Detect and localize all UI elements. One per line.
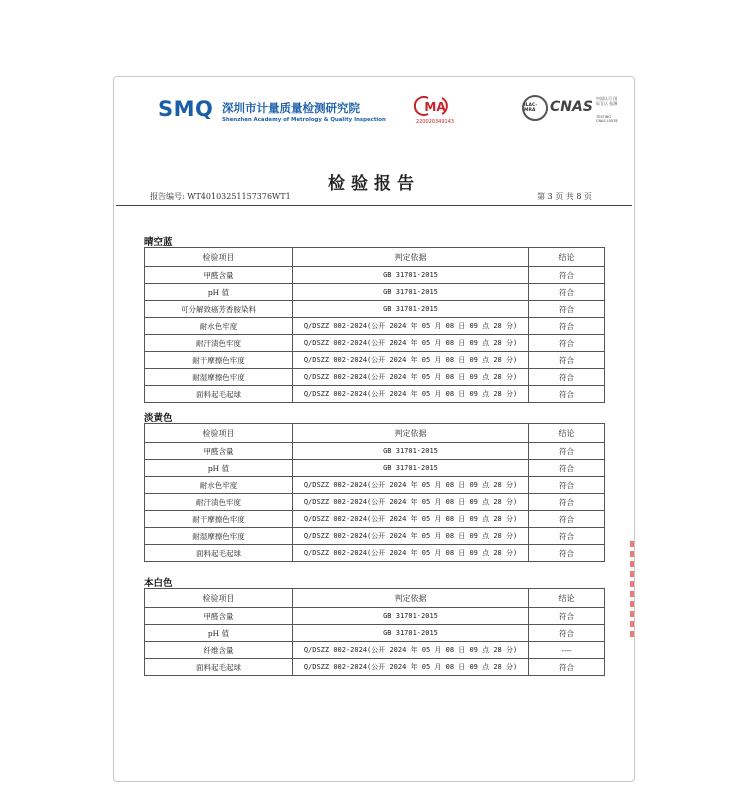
page-title: 检验报告 xyxy=(328,174,420,194)
item-cell: 面料起毛起球 xyxy=(145,545,293,562)
table-header-row xyxy=(145,248,605,267)
basis-cell: Q/DSZZ 002-2024(公开 2024 年 05 月 08 日 09 点 28 分) xyxy=(293,528,529,545)
column-header-item: 检验项目 xyxy=(145,589,293,608)
result-cell: 符合 xyxy=(529,318,605,335)
cnas-caption: 中国认可 国际互认 检测 xyxy=(596,96,618,106)
item-cell: 甲醛含量 xyxy=(145,267,293,284)
result-cell: 符合 xyxy=(529,301,605,318)
result-cell: 符合 xyxy=(529,494,605,511)
cma-number: 220020349143 xyxy=(415,119,455,125)
table-row xyxy=(145,301,605,318)
basis-cell: Q/DSZZ 002-2024(公开 2024 年 05 月 08 日 09 点 28 分) xyxy=(293,386,529,403)
column-header-result: 结论 xyxy=(529,424,605,443)
result-cell: 符合 xyxy=(529,352,605,369)
item-cell: pH 值 xyxy=(145,625,293,642)
result-cell: 符合 xyxy=(529,511,605,528)
section-natural-white xyxy=(144,575,606,676)
table-row xyxy=(145,608,605,625)
section-sky-blue xyxy=(144,234,606,403)
smq-letters: SMQ xyxy=(158,97,214,121)
results-table xyxy=(144,588,605,676)
column-header-item: 检验项目 xyxy=(145,424,293,443)
column-header-result: 结论 xyxy=(529,589,605,608)
basis-cell: Q/DSZZ 002-2024(公开 2024 年 05 月 08 日 09 点 28 分) xyxy=(293,659,529,676)
page-number: 第 3 页 共 8 页 xyxy=(537,192,592,201)
item-cell: 纤维含量 xyxy=(145,642,293,659)
basis-cell: Q/DSZZ 002-2024(公开 2024 年 05 月 08 日 09 点 28 分) xyxy=(293,369,529,386)
result-cell: ---- xyxy=(529,642,605,659)
item-cell: 耐湿摩擦色牢度 xyxy=(145,369,293,386)
result-cell: 符合 xyxy=(529,528,605,545)
item-cell: 耐汗渍色牢度 xyxy=(145,494,293,511)
report-number: 报告编号: WT40103251157376WT1 xyxy=(150,192,291,201)
result-cell: 符合 xyxy=(529,369,605,386)
cma-logo xyxy=(410,95,460,129)
basis-cell: Q/DSZZ 002-2024(公开 2024 年 05 月 08 日 09 点 28 分) xyxy=(293,545,529,562)
basis-cell: Q/DSZZ 002-2024(公开 2024 年 05 月 08 日 09 点 28 分) xyxy=(293,494,529,511)
basis-cell: GB 31701-2015 xyxy=(293,267,529,284)
column-header-result: 结论 xyxy=(529,248,605,267)
basis-cell: GB 31701-2015 xyxy=(293,443,529,460)
result-cell: 符合 xyxy=(529,443,605,460)
column-header-item: 检验项目 xyxy=(145,248,293,267)
result-cell: 符合 xyxy=(529,267,605,284)
table-header-row xyxy=(145,589,605,608)
basis-cell: GB 31701-2015 xyxy=(293,301,529,318)
result-cell: 符合 xyxy=(529,386,605,403)
cnas-logo xyxy=(522,93,618,125)
result-cell: 符合 xyxy=(529,335,605,352)
table-row xyxy=(145,352,605,369)
institute-name-cn: 深圳市计量质量检测研究院 xyxy=(222,101,360,115)
table-row xyxy=(145,443,605,460)
cnas-testing-label: TESTING CNAS L0578 xyxy=(596,115,618,123)
basis-cell: Q/DSZZ 002-2024(公开 2024 年 05 月 08 日 09 点 28 分) xyxy=(293,318,529,335)
ilac-seal-icon: ILAC-MRA xyxy=(522,95,548,121)
result-cell: 符合 xyxy=(529,608,605,625)
column-header-basis: 判定依据 xyxy=(293,424,529,443)
seal-stamp-edge xyxy=(628,538,637,648)
results-table xyxy=(144,247,605,403)
table-row xyxy=(145,267,605,284)
item-cell: 耐水色牢度 xyxy=(145,477,293,494)
item-cell: 耐干摩擦色牢度 xyxy=(145,511,293,528)
result-cell: 符合 xyxy=(529,625,605,642)
table-row xyxy=(145,386,605,403)
table-row xyxy=(145,659,605,676)
item-cell: 甲醛含量 xyxy=(145,608,293,625)
result-cell: 符合 xyxy=(529,659,605,676)
results-table xyxy=(144,423,605,562)
item-cell: 可分解致癌芳香胺染料 xyxy=(145,301,293,318)
cnas-wordmark: CNAS xyxy=(550,99,593,115)
section-title: 淡黄色 xyxy=(144,413,173,424)
table-row xyxy=(145,511,605,528)
item-cell: 面料起毛起球 xyxy=(145,659,293,676)
table-row xyxy=(145,460,605,477)
table-row xyxy=(145,545,605,562)
cma-mark-icon xyxy=(414,95,454,117)
result-cell: 符合 xyxy=(529,477,605,494)
section-light-yellow xyxy=(144,410,606,562)
basis-cell: GB 31701-2015 xyxy=(293,608,529,625)
basis-cell: Q/DSZZ 002-2024(公开 2024 年 05 月 08 日 09 点 28 分) xyxy=(293,511,529,528)
table-row xyxy=(145,284,605,301)
section-title: 本白色 xyxy=(144,578,173,589)
section-title: 晴空蓝 xyxy=(144,237,173,248)
smq-logo xyxy=(158,97,388,131)
institute-name-en: Shenzhen Academy of Metrology & Quality Inspection xyxy=(222,117,386,123)
basis-cell: Q/DSZZ 002-2024(公开 2024 年 05 月 08 日 09 点 28 分) xyxy=(293,335,529,352)
table-row xyxy=(145,642,605,659)
table-row xyxy=(145,318,605,335)
basis-cell: Q/DSZZ 002-2024(公开 2024 年 05 月 08 日 09 点 28 分) xyxy=(293,642,529,659)
result-cell: 符合 xyxy=(529,460,605,477)
svg-text:MA: MA xyxy=(424,100,446,114)
result-cell: 符合 xyxy=(529,284,605,301)
table-row xyxy=(145,494,605,511)
item-cell: 耐汗渍色牢度 xyxy=(145,335,293,352)
item-cell: 耐干摩擦色牢度 xyxy=(145,352,293,369)
item-cell: 面料起毛起球 xyxy=(145,386,293,403)
table-row xyxy=(145,528,605,545)
basis-cell: Q/DSZZ 002-2024(公开 2024 年 05 月 08 日 09 点 28 分) xyxy=(293,352,529,369)
item-cell: 耐水色牢度 xyxy=(145,318,293,335)
item-cell: pH 值 xyxy=(145,460,293,477)
table-row xyxy=(145,335,605,352)
column-header-basis: 判定依据 xyxy=(293,248,529,267)
column-header-basis: 判定依据 xyxy=(293,589,529,608)
basis-cell: GB 31701-2015 xyxy=(293,625,529,642)
table-row xyxy=(145,477,605,494)
table-row xyxy=(145,625,605,642)
basis-cell: Q/DSZZ 002-2024(公开 2024 年 05 月 08 日 09 点 28 分) xyxy=(293,477,529,494)
report-page xyxy=(113,76,635,782)
basis-cell: GB 31701-2015 xyxy=(293,284,529,301)
item-cell: 甲醛含量 xyxy=(145,443,293,460)
header-divider xyxy=(116,205,632,206)
item-cell: pH 值 xyxy=(145,284,293,301)
item-cell: 耐湿摩擦色牢度 xyxy=(145,528,293,545)
table-row xyxy=(145,369,605,386)
result-cell: 符合 xyxy=(529,545,605,562)
basis-cell: GB 31701-2015 xyxy=(293,460,529,477)
table-header-row xyxy=(145,424,605,443)
